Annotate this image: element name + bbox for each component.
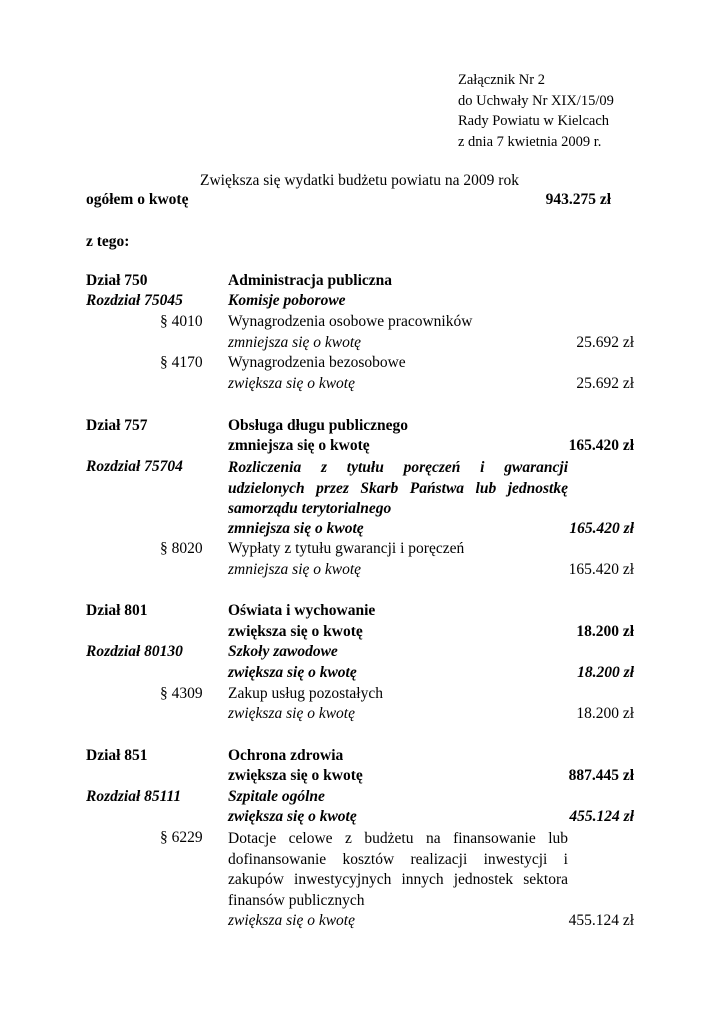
rozdzial-name: Szpitale ogólne	[228, 788, 325, 805]
change-row	[0, 561, 724, 582]
dzial-name: Administracja publiczna	[228, 272, 393, 289]
rozdzial-row	[0, 292, 724, 313]
paragraph-code: § 8020	[160, 540, 203, 557]
total-label: ogółem o kwotę	[86, 191, 189, 208]
change-row	[0, 705, 724, 726]
change-amount: 25.692 zł	[576, 334, 634, 351]
rozdzial-row	[0, 643, 724, 664]
change-label: zwiększa się o kwotę	[228, 705, 355, 722]
rozdzial-change-label: zwiększa się o kwotę	[228, 808, 357, 825]
dzial-row	[0, 602, 724, 623]
rozdzial-code: Rozdział 75045	[86, 292, 183, 309]
paragraph-row	[0, 540, 724, 561]
attachment-header	[458, 70, 614, 152]
paragraph-code: § 4170	[160, 354, 203, 371]
change-label: zwiększa się o kwotę	[228, 375, 355, 392]
paragraph-row	[0, 354, 724, 375]
paragraph-name: Wynagrodzenia osobowe pracowników	[228, 313, 473, 330]
rozdzial-change-row	[0, 808, 724, 829]
dzial-row	[0, 747, 724, 768]
change-amount: 165.420 zł	[568, 561, 634, 578]
rozdzial-change-label: zwiększa się o kwotę	[228, 664, 357, 681]
council-name: Rady Powiatu w Kielcach	[458, 113, 610, 129]
rozdzial-name: Komisje poborowe	[228, 292, 346, 309]
dzial-amount: 18.200 zł	[576, 623, 634, 640]
dzial-change-label: zmniejsza się o kwotę	[228, 437, 370, 454]
dzial-amount: 165.420 zł	[568, 437, 634, 454]
paragraph-code: § 4010	[160, 313, 203, 330]
document-title: Zwiększa się wydatki budżetu powiatu na 2009 rok	[200, 172, 519, 189]
dzial-name: Oświata i wychowanie	[228, 602, 376, 619]
paragraph-name: Dotacje celowe z budżetu na finansowanie lub dofinansowanie kosztów realizacji inwestycji i zakupów inwestycyjnych innych jednostek sektora finansów publicznych	[228, 830, 568, 909]
rozdzial-code: Rozdział 75704	[86, 458, 183, 475]
rozdzial-change-row	[0, 520, 724, 541]
dzial-change-row	[0, 623, 724, 644]
dzial-row	[0, 417, 724, 438]
rozdzial-code: Rozdział 80130	[86, 643, 183, 660]
change-amount: 455.124 zł	[568, 912, 634, 929]
dzial-change-row	[0, 767, 724, 788]
change-row	[0, 375, 724, 396]
resolution-number: do Uchwały Nr XIX/15/09	[458, 92, 614, 109]
change-label: zwiększa się o kwotę	[228, 912, 355, 929]
rozdzial-name: Rozliczenia z tytułu poręczeń i gwarancji udzielonych przez Skarb Państwa lub jednostkę samorządu terytorialnego	[228, 459, 568, 518]
dzial-change-row	[0, 437, 724, 458]
dzial-change-label: zwiększa się o kwotę	[228, 767, 363, 784]
rozdzial-name: Szkoły zawodowe	[228, 643, 338, 660]
paragraph-name: Wynagrodzenia bezosobowe	[228, 354, 406, 371]
paragraph-code: § 4309	[160, 685, 203, 702]
total-value: 943.275 zł	[545, 191, 611, 208]
rozdzial-row	[0, 788, 724, 809]
rozdzial-amount: 455.124 zł	[569, 808, 634, 825]
change-amount: 18.200 zł	[576, 705, 634, 722]
paragraph-name: Wypłaty z tytułu gwarancji i poręczeń	[228, 540, 465, 557]
change-label: zmniejsza się o kwotę	[228, 334, 362, 351]
change-amount: 25.692 zł	[576, 375, 634, 392]
change-row	[0, 334, 724, 355]
rozdzial-change-row	[0, 664, 724, 685]
dzial-code: Dział 851	[86, 747, 148, 764]
breakdown-label: z tego:	[86, 233, 130, 250]
change-label: zmniejsza się o kwotę	[228, 561, 362, 578]
rozdzial-amount: 165.420 zł	[569, 520, 634, 537]
dzial-code: Dział 750	[86, 272, 148, 289]
resolution-date: z dnia 7 kwietnia 2009 r.	[458, 133, 602, 150]
rozdzial-code: Rozdział 85111	[86, 788, 182, 805]
dzial-amount: 887.445 zł	[568, 767, 634, 784]
dzial-code: Dział 757	[86, 417, 148, 434]
rozdzial-change-label: zmniejsza się o kwotę	[228, 520, 364, 537]
paragraph-row	[0, 313, 724, 334]
paragraph-name: Zakup usług pozostałych	[228, 685, 383, 702]
rozdzial-amount: 18.200 zł	[577, 664, 634, 681]
attachment-number: Załącznik Nr 2	[458, 72, 545, 88]
paragraph-row	[0, 685, 724, 706]
dzial-name: Obsługa długu publicznego	[228, 417, 409, 434]
dzial-code: Dział 801	[86, 602, 148, 619]
dzial-name: Ochrona zdrowia	[228, 747, 344, 764]
dzial-row	[0, 272, 724, 293]
dzial-change-label: zwiększa się o kwotę	[228, 623, 363, 640]
paragraph-code: § 6229	[160, 829, 203, 846]
change-row	[0, 912, 724, 933]
